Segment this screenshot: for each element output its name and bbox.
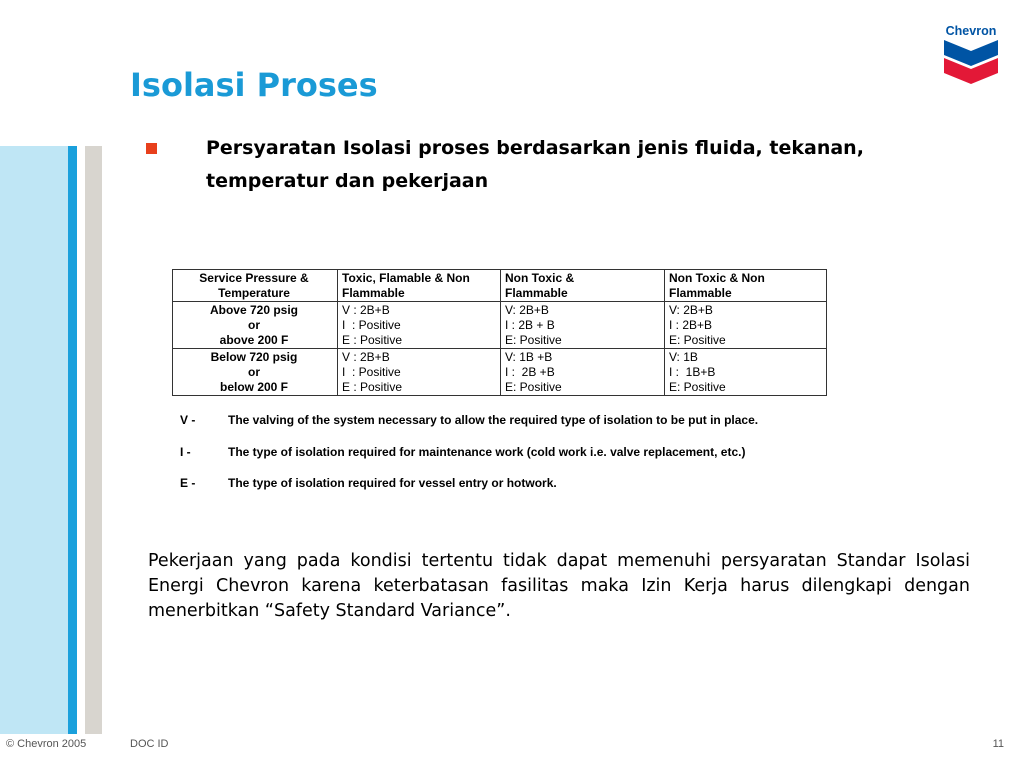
cell-line: V: 1B	[669, 350, 698, 364]
table-cell	[665, 349, 827, 396]
legend-key: E -	[180, 476, 196, 490]
header-line: Service Pressure &	[199, 271, 309, 285]
cell-line: E : Positive	[342, 380, 403, 394]
cell-line: V: 2B+B	[669, 303, 713, 317]
row-label-cell	[173, 349, 338, 396]
legend-text: The type of isolation required for maintenance work (cold work i.e. valve replacement, etc.)	[228, 445, 746, 459]
cell-line: V : 2B+B	[342, 350, 390, 364]
table-cell	[665, 302, 827, 349]
cell-line: I : Positive	[342, 365, 401, 379]
cell-line: E : Positive	[342, 333, 403, 347]
cell-line: V : 2B+B	[342, 303, 390, 317]
isolation-requirements-table	[172, 269, 827, 396]
header-cell	[501, 270, 665, 302]
legend-key: I -	[180, 445, 191, 459]
legend-text: The type of isolation required for vessel entry or hotwork.	[228, 476, 557, 490]
cell-line: Below 720 psig	[210, 350, 298, 364]
header-cell	[338, 270, 501, 302]
table-cell	[501, 302, 665, 349]
chevron-logo	[940, 22, 1002, 86]
header-line: Flammable	[342, 286, 405, 300]
cell-line: I : 2B +B	[505, 365, 555, 379]
cell-line: I : Positive	[342, 318, 401, 332]
header-cell	[173, 270, 338, 302]
cell-line: above 200 F	[219, 333, 289, 347]
header-line: Flammable	[669, 286, 732, 300]
footer-page-number: 11	[992, 738, 1004, 750]
cell-line: E: Positive	[669, 333, 726, 347]
slide-title: Isolasi Proses	[130, 66, 378, 104]
header-line: Flammable	[505, 286, 568, 300]
cell-line: I : 2B + B	[505, 318, 555, 332]
table-cell	[338, 349, 501, 396]
header-line: Temperature	[218, 286, 290, 300]
cell-line: I : 2B+B	[669, 318, 713, 332]
table-row	[173, 349, 827, 396]
table-cell	[501, 349, 665, 396]
header-line: Non Toxic & Non	[669, 271, 765, 285]
footer-doc-id: DOC ID	[130, 738, 169, 750]
decor-stripe-blue	[68, 146, 77, 734]
decor-stripe-light	[0, 146, 68, 734]
cell-line: E: Positive	[505, 380, 562, 394]
body-paragraph: Pekerjaan yang pada kondisi tertentu tidak dapat memenuhi persyaratan Standar Isolasi Energi Chevron karena keterbatasan fasilitas maka Izin Kerja harus dilengkapi dengan menerbitkan “Safety Standard Variance”.	[148, 551, 970, 621]
cell-line: V: 1B +B	[505, 350, 553, 364]
cell-line: V: 2B+B	[505, 303, 549, 317]
bullet-square-icon	[146, 143, 157, 154]
decor-stripe-gray	[85, 146, 102, 734]
cell-line: E: Positive	[505, 333, 562, 347]
cell-line: I : 1B+B	[669, 365, 716, 379]
table-cell	[338, 302, 501, 349]
row-label-cell	[173, 302, 338, 349]
header-cell	[665, 270, 827, 302]
legend-key: V -	[180, 413, 196, 427]
logo-text: Chevron	[945, 24, 997, 38]
bullet-text: Persyaratan Isolasi proses berdasarkan jenis fluida, tekanan, temperatur dan pekerjaan	[206, 137, 864, 192]
header-line: Non Toxic &	[505, 271, 575, 285]
cell-line: Above 720 psig	[209, 303, 299, 317]
table-row	[173, 302, 827, 349]
cell-line: E: Positive	[669, 380, 726, 394]
decor-stripe-gap	[77, 146, 85, 734]
cell-line: or	[248, 365, 260, 379]
footer-copyright: © Chevron 2005	[6, 738, 87, 750]
table-header-row	[173, 270, 827, 302]
cell-line: below 200 F	[219, 380, 289, 394]
header-line: Toxic, Flamable & Non	[342, 271, 470, 285]
legend-text: The valving of the system necessary to allow the required type of isolation to be put in place.	[228, 413, 759, 427]
cell-line: or	[248, 318, 260, 332]
